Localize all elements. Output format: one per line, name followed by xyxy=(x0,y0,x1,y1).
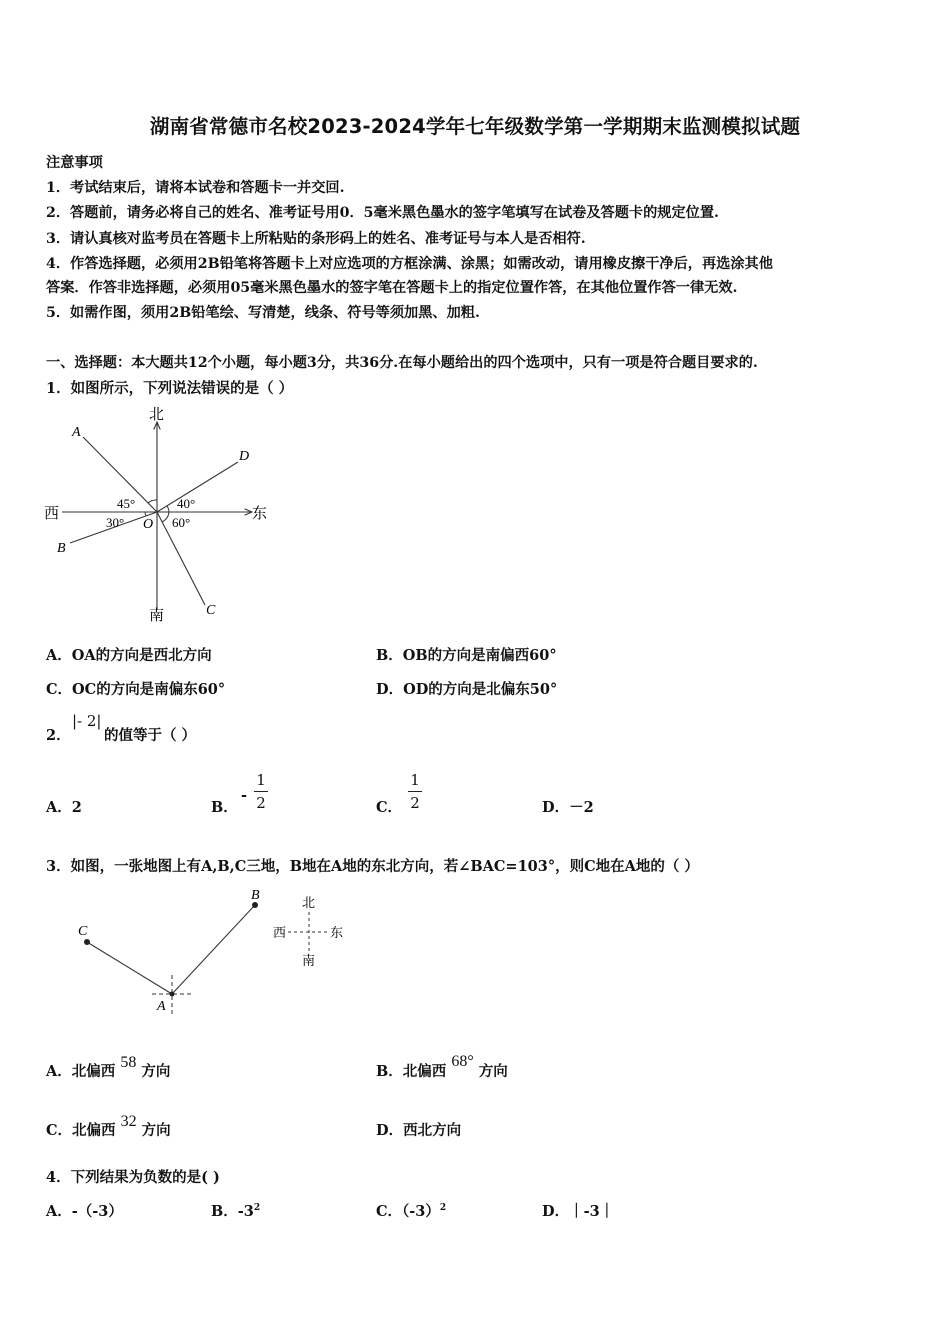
notice-item: 答案．作答非选择题，必须用05毫米黑色墨水的签字笔在答题卡上的指定位置作答，在其他位置作答一律无效. xyxy=(46,280,738,296)
label-north: 北 xyxy=(149,407,165,423)
arc-45 xyxy=(148,500,157,503)
label-60: 60° xyxy=(172,515,191,530)
segment-ac xyxy=(87,942,172,994)
q3-map-figure xyxy=(60,880,360,1020)
q3-option-a-value: 58 xyxy=(120,1054,137,1071)
q4-option-c[interactable] xyxy=(376,1200,446,1221)
label-45: 45° xyxy=(117,496,136,511)
label-b: B xyxy=(57,541,66,556)
q1-option-a[interactable]: A．OA的方向是西北方向 xyxy=(46,647,212,664)
label-c: C xyxy=(78,924,88,939)
q3-option-a-suffix: 方向 xyxy=(141,1063,171,1080)
label-south: 南 xyxy=(149,608,165,624)
q2-option-b-fraction xyxy=(254,771,268,812)
denominator: 2 xyxy=(410,794,420,812)
page-title: 湖南省常德市名校2023-2024学年七年级数学第一学期期末监测模拟试题 xyxy=(149,115,801,138)
label-30: 30° xyxy=(106,515,125,530)
q2-option-d[interactable]: D．－2 xyxy=(542,799,594,816)
label-west: 西 xyxy=(44,506,60,522)
q3-option-a-prefix: A．北偏西 xyxy=(46,1063,116,1080)
q4-option-c-exponent: 2 xyxy=(439,1203,447,1214)
label-east: 东 xyxy=(252,506,268,522)
question-4-stem: 4．下列结果为负数的是( ) xyxy=(46,1169,220,1186)
question-2-number: 2． xyxy=(46,727,71,744)
q1-option-c[interactable]: C．OC的方向是南偏东60° xyxy=(46,681,226,698)
q2-option-b-sign: - xyxy=(241,787,248,804)
q4-option-a[interactable]: A．-（-3） xyxy=(46,1203,123,1220)
notice-item: 5．如需作图，须用2B铅笔绘、写清楚，线条、符号等须加黑、加粗. xyxy=(46,305,480,321)
q3-option-b-value: 68° xyxy=(451,1053,474,1070)
label-a: A xyxy=(72,425,81,440)
notice-item: 3．请认真核对监考员在答题卡上所粘贴的条形码上的姓名、准考证号与本人是否相符. xyxy=(46,231,586,247)
q4-option-c-base: C．（-3） xyxy=(376,1203,440,1220)
point-a xyxy=(170,992,175,997)
arc-30 xyxy=(145,512,146,516)
q4-option-d[interactable]: D．｜-3｜ xyxy=(542,1203,615,1220)
q4-option-b-base: B．-3 xyxy=(211,1203,254,1220)
q3-option-c[interactable] xyxy=(46,1113,171,1140)
q3-option-c-suffix: 方向 xyxy=(141,1122,171,1139)
q3-option-a[interactable] xyxy=(46,1054,171,1081)
numerator: 1 xyxy=(256,771,266,789)
mini-south: 南 xyxy=(302,953,316,968)
notice-item: 4．作答选择题，必须用2B铅笔将答题卡上对应选项的方框涂满、涂黑；如需改动，请用橡皮擦干净后，再选涂其他 xyxy=(46,256,773,272)
q1-option-b[interactable]: B．OB的方向是南偏西60° xyxy=(376,647,557,664)
label-40: 40° xyxy=(177,496,196,511)
arc-60 xyxy=(162,512,169,522)
question-2-stem: 的值等于（ ） xyxy=(104,727,197,744)
q3-option-b-suffix: 方向 xyxy=(478,1063,508,1080)
notice-heading: 注意事项 xyxy=(46,155,103,171)
q3-option-c-value: 32 xyxy=(120,1113,137,1130)
q3-option-b-prefix: B．北偏西 xyxy=(376,1063,447,1080)
q3-option-c-prefix: C．北偏西 xyxy=(46,1122,116,1139)
notice-item: 2．答题前，请务必将自己的姓名、准考证号用0．5毫米黑色墨水的签字笔填写在试卷及答题卡的规定位置. xyxy=(46,205,719,221)
label-c: C xyxy=(206,603,216,618)
q1-option-d[interactable]: D．OD的方向是北偏东50° xyxy=(376,681,558,698)
q2-option-c-fraction xyxy=(408,771,422,812)
q3-option-d[interactable]: D．西北方向 xyxy=(376,1122,462,1139)
ray-od xyxy=(157,462,238,512)
q1-compass-figure xyxy=(40,400,280,625)
question-1-stem: 1．如图所示，下列说法错误的是（ ） xyxy=(46,380,294,397)
question-3-stem: 3．如图，一张地图上有A,B,C三地，B地在A地的东北方向，若∠BAC=103°，则C地在A地的（ ） xyxy=(46,858,699,875)
segment-ab xyxy=(172,905,255,994)
label-o: O xyxy=(143,517,154,532)
notice-item: 1．考试结束后，请将本试卷和答题卡一并交回. xyxy=(46,180,345,196)
q4-option-b[interactable] xyxy=(211,1200,260,1221)
q2-abs-expression: |- 2| xyxy=(72,712,102,730)
q3-option-b[interactable] xyxy=(376,1053,508,1081)
q2-option-c[interactable]: C． xyxy=(376,799,403,816)
label-b: B xyxy=(251,888,260,903)
mini-east: 东 xyxy=(330,925,344,940)
q2-option-b[interactable]: B． xyxy=(211,799,238,816)
point-c xyxy=(84,939,90,945)
mini-north: 北 xyxy=(302,895,316,910)
section-heading: 一、选择题：本大题共12个小题，每小题3分，共36分.在每小题给出的四个选项中，只有一项是符合题目要求的. xyxy=(46,355,758,371)
label-a: A xyxy=(157,999,166,1014)
label-d: D xyxy=(239,449,250,464)
q4-option-b-exponent: 2 xyxy=(253,1203,261,1214)
mini-west: 西 xyxy=(273,925,287,940)
numerator: 1 xyxy=(410,771,420,789)
arc-40 xyxy=(167,506,169,512)
denominator: 2 xyxy=(256,794,266,812)
q2-option-a[interactable]: A．2 xyxy=(46,799,82,816)
